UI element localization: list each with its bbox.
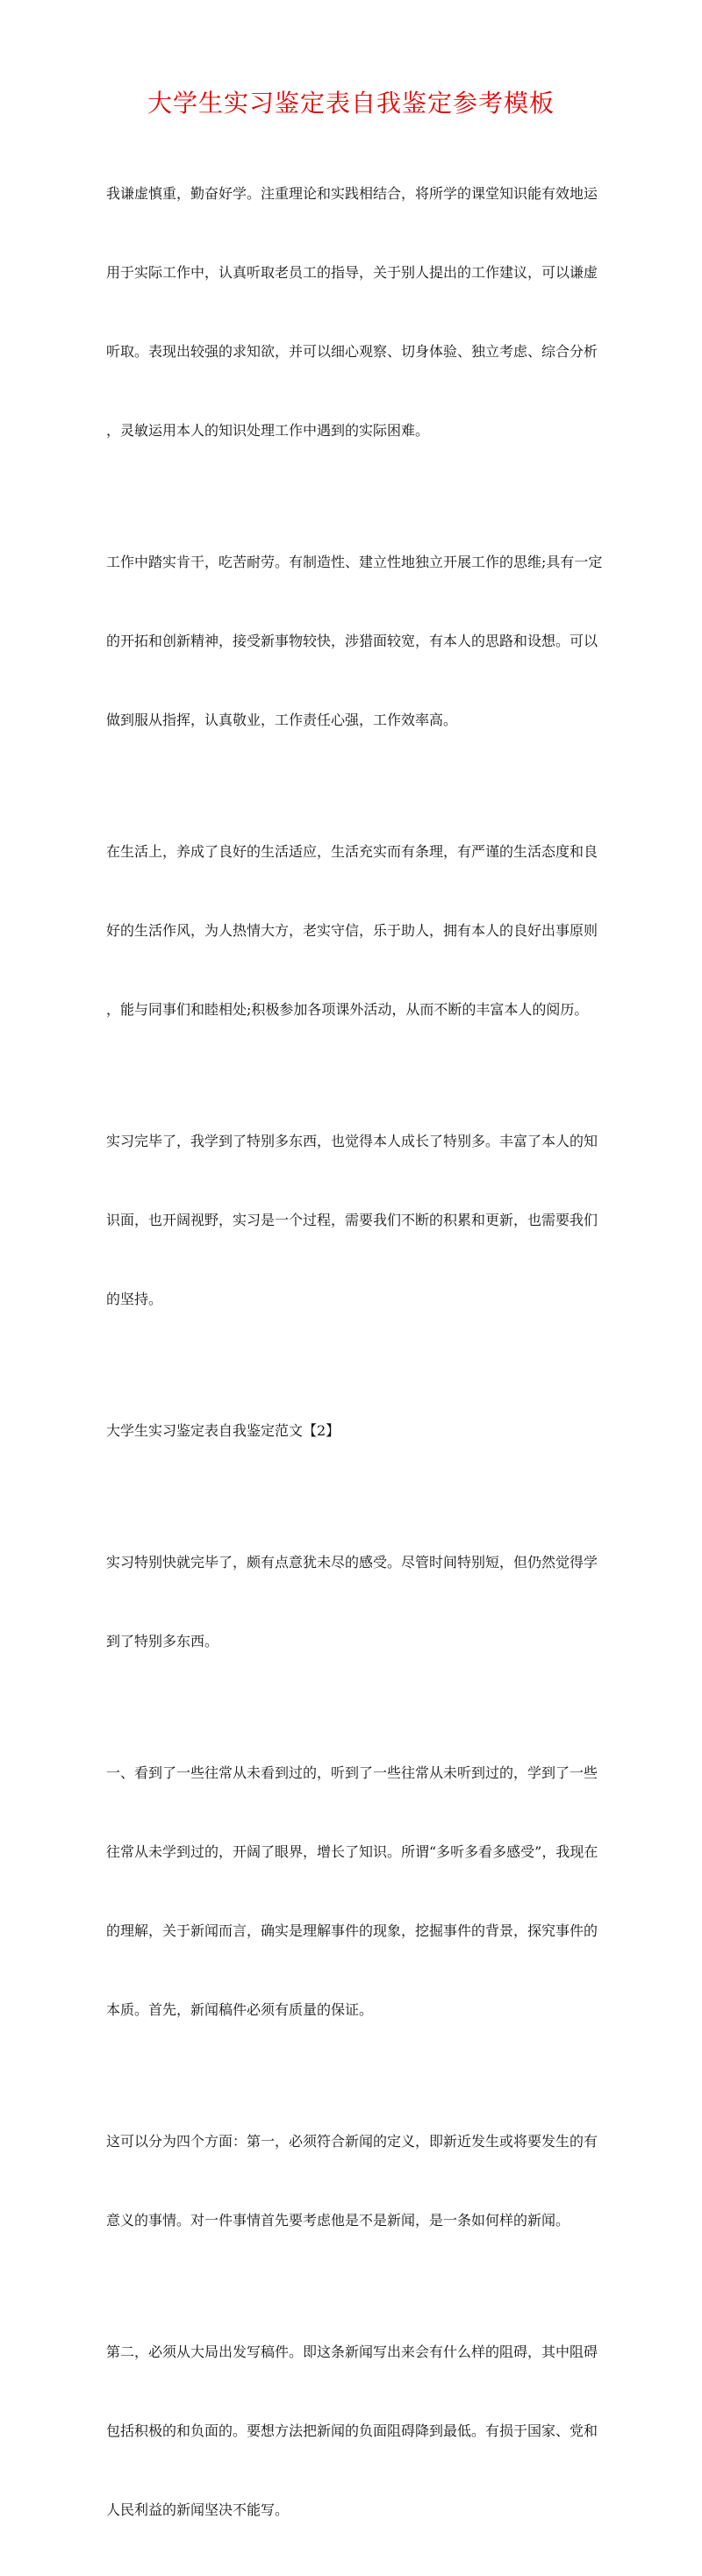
text-line: 用于实际工作中，认真听取老员工的指导，关于别人提出的工作建议，可以谦虚 (106, 264, 598, 281)
text-line: 工作中踏实肯干，吃苦耐劳。有制造性、建立性地独立开展工作的思维;具有一定 (106, 554, 603, 570)
text-line: 到了特别多东西。 (106, 1633, 219, 1649)
text-line: 意义的事情。对一件事情首先要考虑他是不是新闻，是一条如何样的新闻。 (106, 2212, 570, 2229)
text-line: 本质。首先，新闻稿件必须有质量的保证。 (106, 2001, 374, 2018)
text-line: 听取。表现出较强的求知欲，并可以细心观察、切身体验、独立考虑、综合分析 (106, 343, 598, 360)
text-line: 在生活上，养成了良好的生活适应，生活充实而有条理，有严谨的生活态度和良 (106, 843, 598, 860)
text-line: 的理解，关于新闻而言，确实是理解事件的现象，挖掘事件的背景，探究事件的 (106, 1922, 598, 1939)
text-line: 好的生活作风，为人热情大方，老实守信，乐于助人，拥有本人的良好出事原则 (106, 922, 598, 939)
text-line: 我谦虚慎重，勤奋好学。注重理论和实践相结合，将所学的课堂知识能有效地运 (106, 185, 598, 202)
text-line: 的开拓和创新精神，接受新事物较快，涉猎面较宽，有本人的思路和设想。可以 (106, 633, 598, 649)
text-line: ，灵敏运用本人的知识处理工作中遇到的实际困难。 (106, 422, 430, 439)
paragraph (106, 1076, 598, 1365)
text-line: 实习完毕了，我学到了特别多东西，也觉得本人成长了特别多。丰富了本人的知 (106, 1133, 598, 1149)
document-title: 大学生实习鉴定表自我鉴定参考模板 (147, 89, 555, 118)
document-body (106, 128, 603, 2576)
text-line: 做到服从指挥，认真敬业，工作责任心强，工作效率高。 (106, 712, 458, 728)
section-heading (106, 1365, 598, 1497)
text-line: 第二，必须从大局出发写稿件。即这条新闻写出来会有什么样的阻碍，其中阻碍 (106, 2343, 598, 2360)
text-line: 这可以分为四个方面：第一，必须符合新闻的定义，即新近发生或将要发生的有 (106, 2133, 598, 2150)
paragraph (106, 1707, 598, 2076)
text-line: 大学生实习鉴定表自我鉴定范文【2】 (106, 1422, 340, 1439)
paragraph (106, 1497, 598, 1707)
text-line: 包括积极的和负面的。要想方法把新闻的负面阻碍降到最低。有损于国家、党和 (106, 2422, 598, 2439)
text-line: 人民利益的新闻坚决不能写。 (106, 2501, 290, 2518)
paragraph (106, 497, 603, 786)
text-line: ，能与同事们和睦相处;积极参加各项课外活动，从而不断的丰富本人的阅历。 (106, 1001, 589, 1018)
paragraph (106, 128, 598, 497)
paragraph (106, 2076, 598, 2286)
paragraph (106, 2286, 598, 2576)
paragraph (106, 786, 598, 1076)
text-line: 一、看到了一些往常从未看到过的，听到了一些往常从未听到过的，学到了一些 (106, 1764, 598, 1781)
text-line: 识面，也开阔视野，实习是一个过程，需要我们不断的积累和更新，也需要我们 (106, 1212, 598, 1228)
text-line: 往常从未学到过的，开阔了眼界，增长了知识。所谓“多听多看多感受”，我现在 (106, 1843, 598, 1860)
text-line: 实习特别快就完毕了，颇有点意犹未尽的感受。尽管时间特别短，但仍然觉得学 (106, 1554, 598, 1571)
text-line: 的坚持。 (106, 1291, 163, 1307)
